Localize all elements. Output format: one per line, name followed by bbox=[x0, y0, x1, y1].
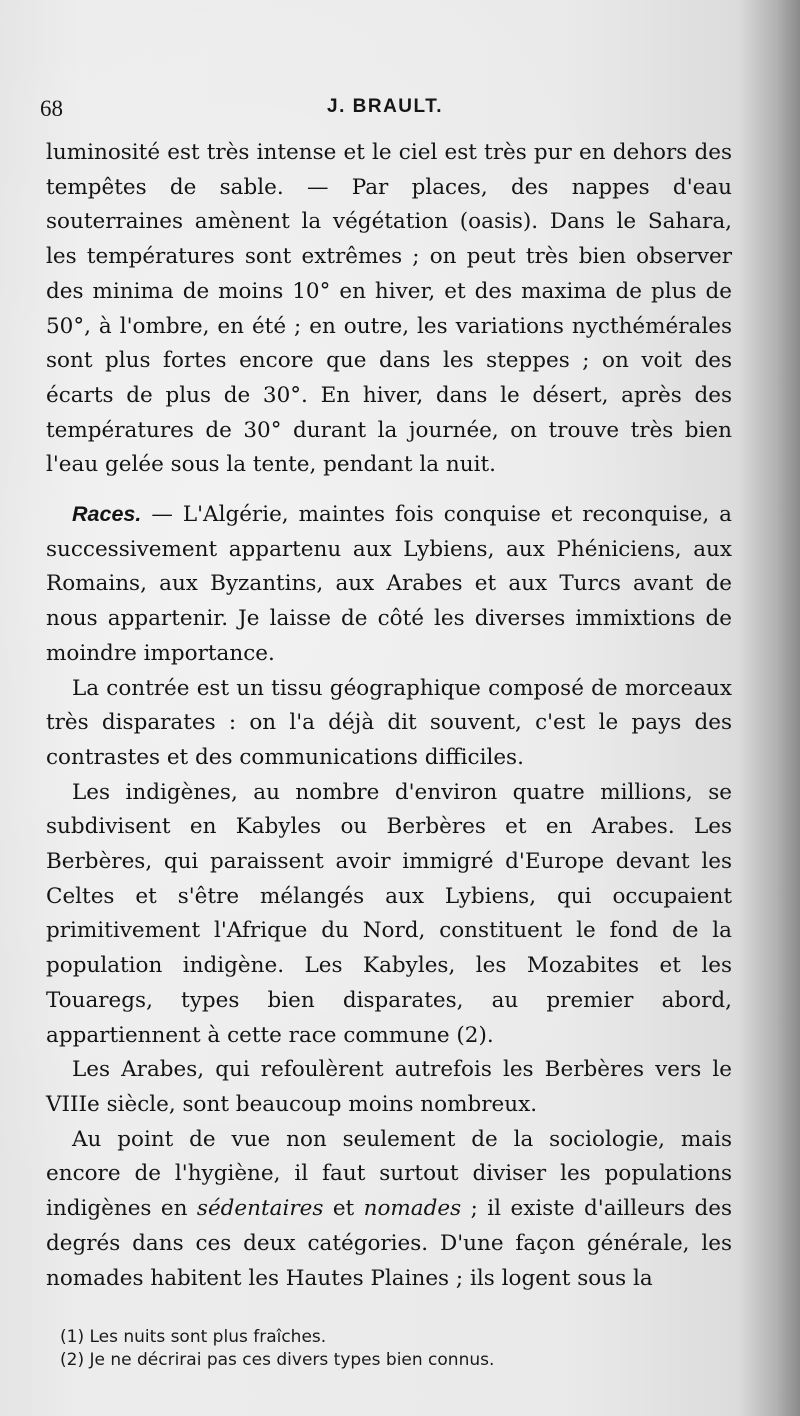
footnote-2: (2) Je ne décrirai pas ces divers types bien connus. bbox=[60, 1350, 495, 1370]
section-heading-races: Races. bbox=[72, 502, 142, 527]
paragraph-sociologie-text-e: ; il existe d'ailleurs des degrés dans ces deux catégories. D'une façon générale, les nomades habitent les Hautes Plaines ; ils logent sous la bbox=[46, 1196, 732, 1291]
body-text bbox=[46, 136, 732, 1296]
page-header bbox=[40, 92, 730, 132]
paragraph-sociologie-text-c: et bbox=[323, 1196, 364, 1222]
footnotes bbox=[60, 1326, 730, 1372]
paragraph-contree: La contrée est un tissu géographique composé de morceaux très disparates : on l'a déjà dit souvent, c'est le pays des contrastes et des communications difficiles. bbox=[46, 675, 732, 770]
paragraph-sociologie bbox=[46, 1123, 732, 1297]
paragraph-sociologie-text-a: Au point de vue non seulement de la sociologie, mais encore de l'hygiène, il faut surtout diviser les populations indigènes en bbox=[46, 1126, 732, 1222]
paragraph-arabes: Les Arabes, qui refoulèrent autrefois les Berbères vers le VIIIe siècle, sont beaucoup moins nombreux. bbox=[46, 1057, 732, 1117]
paragraph-indigenes: Les indigènes, au nombre d'environ quatre millions, se subdivisent en Kabyles ou Berbères et en Arabes. Les Berbères, qui paraissent avoir immigré d'Europe devant les Celtes et s'être mélangés aux Lybiens, qui occupaient primitivement l'Afrique du Nord, constituent le fond de la population indigène. Les Kabyles, les Mozabites et les Touaregs, types bien disparates, au premier abord, appartiennent à cette race commune (2). bbox=[46, 779, 732, 1048]
paragraph-races-text: — L'Algérie, maintes fois conquise et reconquise, a successivement appartenu aux Lybiens, aux Phéniciens, aux Romains, aux Byzantins, aux Arabes et aux Turcs avant de nous appartenir. Je laisse de côté les diverses immixtions de moindre importance. bbox=[46, 502, 732, 666]
paragraph-climate: luminosité est très intense et le ciel est très pur en dehors des tempêtes de sable. — Par places, des nappes d'eau souterraines amènent la végétation (oasis). Dans le Sahara, les températures sont extrêmes ; on peut très bien observer des minima de moins 10° en hiver, et des maxima de plus de 50°, à l'ombre, en été ; en outre, les variations nycthémérales sont plus fortes encore que dans les steppes ; on voit des écarts de plus de 30°. En hiver, dans le désert, après des températures de 30° durant la journée, on trouve très bien l'eau gelée sous la tente, pendant la nuit. bbox=[46, 140, 732, 478]
binding-shadow bbox=[740, 0, 800, 1416]
term-nomades: nomades bbox=[363, 1196, 462, 1222]
footnote-1: (1) Les nuits sont plus fraîches. bbox=[60, 1327, 327, 1347]
term-sedentaires: sédentaires bbox=[196, 1196, 324, 1222]
running-head: J. BRAULT. bbox=[327, 96, 443, 117]
paragraph-races bbox=[46, 497, 732, 672]
page-number: 68 bbox=[40, 96, 63, 121]
section-gap bbox=[46, 483, 732, 497]
